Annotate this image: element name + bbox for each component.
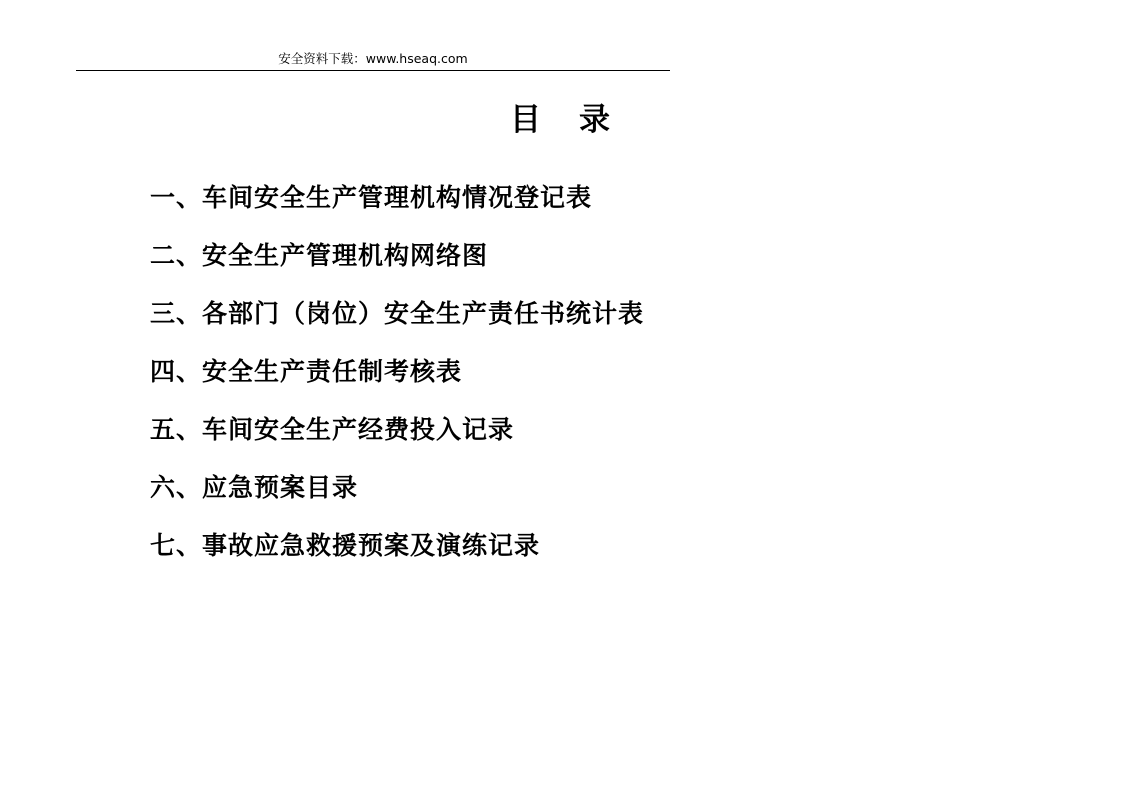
list-item: [150, 475, 1010, 500]
table-of-contents: [150, 185, 1010, 591]
toc-item-label: 车间安全生产管理机构情况登记表: [202, 183, 593, 212]
list-item: [150, 243, 1010, 268]
page-title: [0, 94, 1122, 139]
page-header: [76, 52, 670, 71]
list-item: [150, 301, 1010, 326]
toc-item-number: 三、: [150, 299, 203, 328]
toc-item-number: 七、: [150, 531, 203, 560]
watermark-text: 安全资料下载：www.hseaq.com: [278, 51, 468, 66]
list-item: [150, 185, 1010, 210]
toc-item-label: 事故应急救援预案及演练记录: [202, 531, 541, 560]
toc-item-label: 安全生产责任制考核表: [202, 357, 463, 386]
page-title-char-2: 录: [579, 102, 612, 138]
toc-item-number: 二、: [150, 241, 203, 270]
list-item: [150, 359, 1010, 384]
toc-item-number: 四、: [150, 357, 203, 386]
toc-item-number: 五、: [150, 415, 203, 444]
toc-item-number: 六、: [150, 473, 203, 502]
toc-item-label: 各部门（岗位）安全生产责任书统计表: [202, 299, 645, 328]
toc-item-label: 应急预案目录: [202, 473, 359, 502]
page-title-char-1: 目: [510, 102, 543, 138]
header-divider: [76, 70, 670, 71]
toc-item-label: 车间安全生产经费投入记录: [202, 415, 515, 444]
list-item: [150, 417, 1010, 442]
list-item: [150, 533, 1010, 558]
toc-item-number: 一、: [150, 183, 203, 212]
toc-item-label: 安全生产管理机构网络图: [202, 241, 489, 270]
